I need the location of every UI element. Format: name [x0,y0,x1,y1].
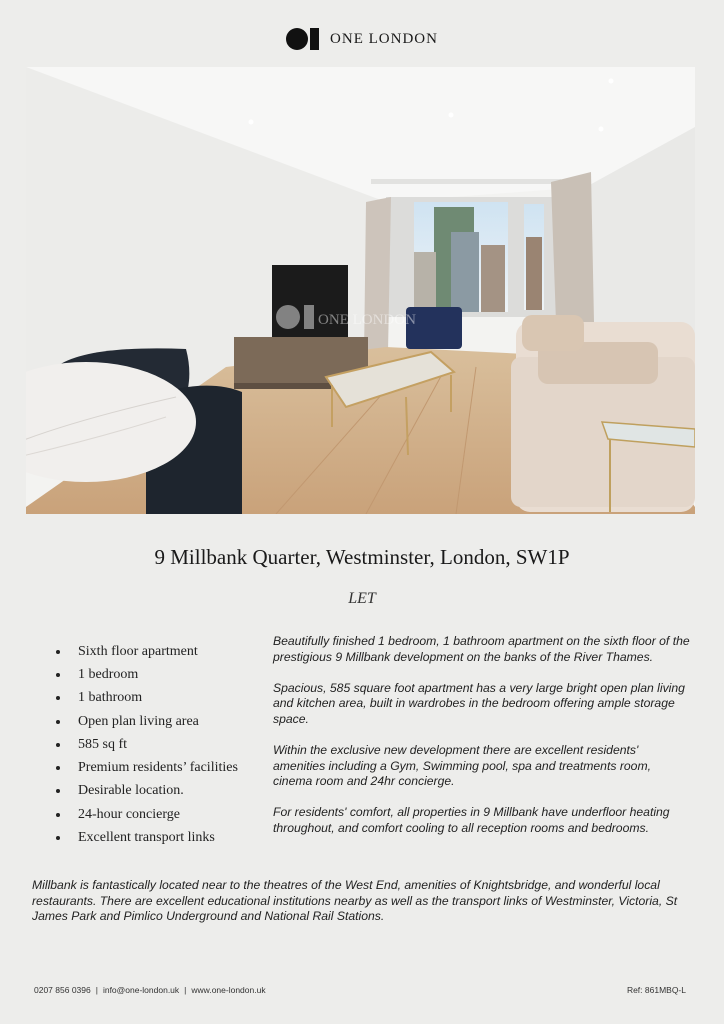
list-item: 24-hour concierge [56,803,266,826]
footer-separator: | [184,985,187,995]
footer [34,985,686,995]
bullet-icon [56,813,60,817]
bullet-icon [56,743,60,747]
list-item: Premium residents’ facilities [56,756,266,779]
list-item: 1 bedroom [56,663,266,686]
website-link[interactable]: www.one-london.uk [191,985,266,995]
property-photo [26,67,695,514]
list-item: Desirable location. [56,780,266,803]
list-item: 585 sq ft [56,733,266,756]
bullet-icon [56,673,60,677]
reference-number: Ref: 861MBQ-L [626,985,686,995]
bullet-icon [56,720,60,724]
description-paragraph: For residents' comfort, all properties in 9 Millbank have underfloor heating throughout, and comfort cooling to all reception rooms and bedrooms. [273,805,670,835]
description-paragraph: Beautifully finished 1 bedroom, 1 bathroom apartment on the sixth floor of the prestigious 9 Millbank development on the banks of the River Thames. [273,634,690,664]
property-title: 9 Millbank Quarter, Westminster, London, SW1P [154,545,570,569]
property-description [273,634,693,852]
location-paragraph: Millbank is fantastically located near to the theatres of the West End, amenities of Knightsbridge, and wonderful local restaurants. There are excellent educational institutions nearby as well as the transport links of Westminster, Victoria, St James Park and Pimlico Underground and National Rail Stations. [32,878,678,924]
footer-separator: | [95,985,98,995]
bullet-icon [56,836,60,840]
footer-contact [34,985,266,995]
bullet-icon [56,789,60,793]
living-room-illustration [26,67,695,514]
description-paragraph: Spacious, 585 square foot apartment has a very large bright open plan living and kitchen area, built in wardrobes in the bedroom offering ample storage space. [273,680,685,726]
list-item: Sixth floor apartment [56,640,266,663]
bullet-icon [56,696,60,700]
phone-number[interactable]: 0207 856 0396 [34,985,91,995]
features-list [56,640,266,850]
list-item: Excellent transport links [56,826,266,849]
svg-text:ONE LONDON: ONE LONDON [318,312,416,328]
status-badge: LET [348,590,376,607]
brand-name: ONE LONDON [330,30,438,47]
brand-logo [0,28,724,50]
email-link[interactable]: info@one-london.uk [102,985,180,995]
list-item: 1 bathroom [56,687,266,710]
bullet-icon [56,766,60,770]
bullet-icon [56,650,60,654]
description-paragraph: Within the exclusive new development there are excellent residents' amenities including a Gym, Swimming pool, spa and treatments room, cinema room and 24hr concierge. [273,742,651,789]
one-london-logo-icon [286,28,322,50]
list-item: Open plan living area [56,710,266,733]
